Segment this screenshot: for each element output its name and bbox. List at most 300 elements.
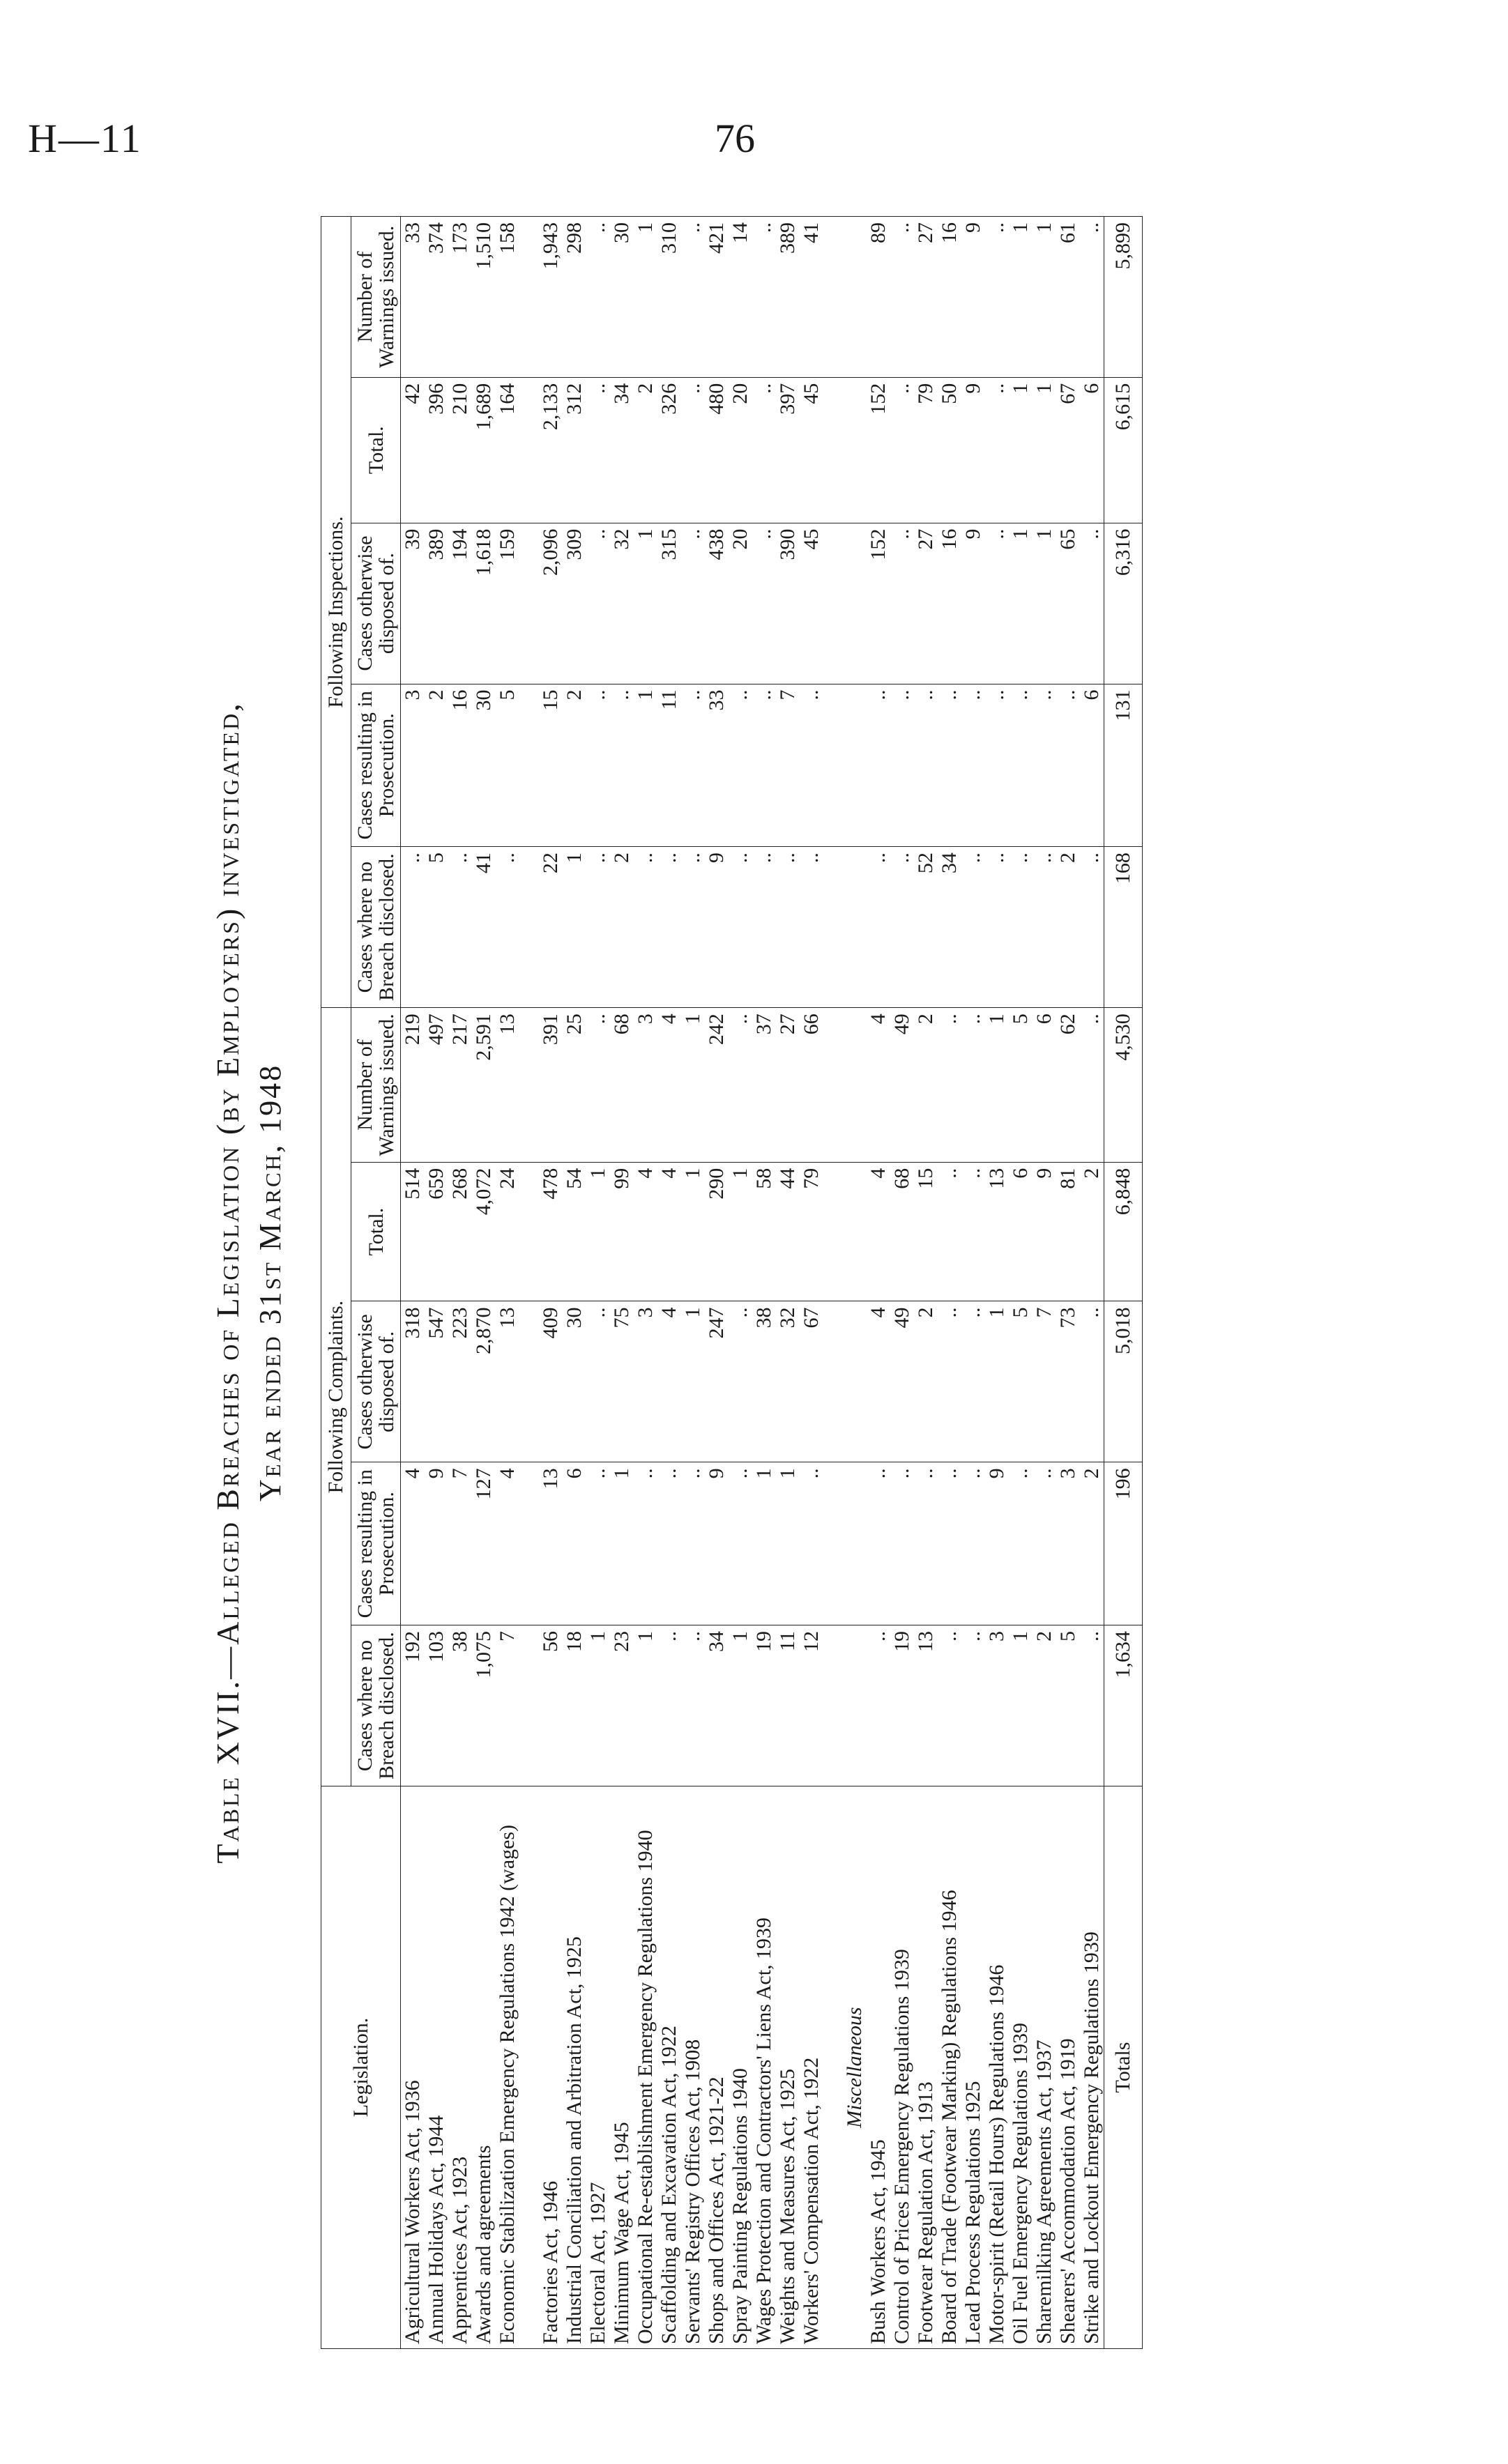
complaints-cell: 56 (539, 1625, 563, 1786)
complaints-cell: 49 (890, 1008, 914, 1163)
inspections-cell: 2 (425, 684, 448, 847)
inspections-cell: .. (985, 684, 1009, 847)
complaints-cell: 13 (539, 1462, 563, 1625)
inspections-cell: .. (634, 847, 657, 1008)
table-row (425, 217, 448, 2349)
complaints-cell: 2,870 (472, 1301, 496, 1462)
inspections-cell: 34 (610, 377, 634, 523)
complaints-cell: 318 (401, 1301, 425, 1462)
page-number: 76 (715, 116, 755, 161)
complaints-cell: 268 (448, 1162, 472, 1301)
inspections-cell: .. (800, 684, 823, 847)
complaints-cell: 4 (657, 1008, 681, 1163)
complaints-cell: 13 (496, 1008, 519, 1163)
spacer-cell (823, 847, 843, 1008)
inspections-cell: .. (1033, 684, 1056, 847)
spacer-cell (823, 1786, 843, 2349)
complaints-cell: .. (1080, 1008, 1104, 1163)
legislation-name: Shearers' Accommodation Act, 1919 (1056, 1786, 1080, 2349)
complaints-cell: 24 (496, 1162, 519, 1301)
empty-cell (843, 217, 867, 378)
section-heading: Miscellaneous (843, 1786, 867, 2349)
complaints-cell: 4 (867, 1008, 890, 1163)
inspections-cell: 2 (563, 684, 586, 847)
inspections-cell: .. (681, 523, 705, 684)
spacer-cell (519, 1162, 539, 1301)
inspections-cell: 52 (914, 847, 938, 1008)
col-otherwise: Cases otherwise disposed of. (351, 1301, 401, 1462)
totals-row (1104, 217, 1143, 2349)
complaints-cell: 23 (610, 1625, 634, 1786)
legislation-name: Factories Act, 1946 (539, 1786, 563, 2349)
inspections-cell: 173 (448, 217, 472, 378)
complaints-cell: 219 (401, 1008, 425, 1163)
complaints-cell: 37 (752, 1008, 776, 1163)
inspections-cell: 6 (1080, 684, 1104, 847)
empty-cell (843, 1625, 867, 1786)
inspections-cell: 159 (496, 523, 519, 684)
inspections-cell: .. (985, 377, 1009, 523)
complaints-cell: .. (938, 1008, 961, 1163)
inspections-cell: 1 (563, 847, 586, 1008)
table-row (705, 217, 729, 2349)
complaints-cell: 247 (705, 1301, 729, 1462)
spacer-cell (519, 217, 539, 378)
complaints-cell: 5 (1056, 1625, 1080, 1786)
inspections-cell: 11 (657, 684, 681, 847)
inspections-cell: 438 (705, 523, 729, 684)
complaints-cell: 11 (776, 1625, 800, 1786)
complaints-cell: 19 (890, 1625, 914, 1786)
empty-cell (843, 847, 867, 1008)
complaints-cell: 391 (539, 1008, 563, 1163)
spacer-cell (823, 523, 843, 684)
complaints-cell: 2 (1080, 1162, 1104, 1301)
legislation-name: Electoral Act, 1927 (586, 1786, 610, 2349)
complaints-cell: .. (938, 1625, 961, 1786)
inspections-cell: 45 (800, 523, 823, 684)
total-cell: 6,316 (1104, 523, 1143, 684)
complaints-cell: .. (1080, 1625, 1104, 1786)
inspections-cell: .. (752, 847, 776, 1008)
empty-cell (843, 1462, 867, 1625)
inspections-cell: 312 (563, 377, 586, 523)
table-row (1056, 217, 1080, 2349)
complaints-cell: .. (657, 1625, 681, 1786)
table-row (938, 217, 961, 2349)
complaints-cell: 1,075 (472, 1625, 496, 1786)
inspections-cell: 32 (610, 523, 634, 684)
table-subtitle: Year ended 31st March, 1948 (253, 1063, 287, 1502)
complaints-cell: .. (729, 1462, 752, 1625)
complaints-cell: 4 (867, 1301, 890, 1462)
inspections-cell: 41 (800, 217, 823, 378)
section-heading-row (843, 217, 867, 2349)
complaints-cell: .. (938, 1462, 961, 1625)
legislation-name: Weights and Measures Act, 1925 (776, 1786, 800, 2349)
legislation-name: Wages Protection and Contractors' Liens Act, 1939 (752, 1786, 776, 2349)
inspections-cell: 79 (914, 377, 938, 523)
table-row (563, 217, 586, 2349)
inspections-cell: .. (890, 523, 914, 684)
complaints-cell: 32 (776, 1301, 800, 1462)
inspections-cell: .. (1080, 217, 1104, 378)
inspections-cell: .. (1056, 684, 1080, 847)
legislation-name: Oil Fuel Emergency Regulations 1939 (1009, 1786, 1033, 2349)
legislation-name: Board of Trade (Footwear Marking) Regulations 1946 (938, 1786, 961, 2349)
spacer-cell (519, 1625, 539, 1786)
table-row (681, 217, 705, 2349)
legislation-name: Apprentices Act, 1923 (448, 1786, 472, 2349)
table-row (657, 217, 681, 2349)
inspections-cell: 315 (657, 523, 681, 684)
inspections-cell: .. (752, 377, 776, 523)
inspections-cell: 2 (634, 377, 657, 523)
complaints-cell: .. (1080, 1301, 1104, 1462)
legislation-name: Shops and Offices Act, 1921-22 (705, 1786, 729, 2349)
complaints-cell: .. (938, 1162, 961, 1301)
inspections-cell: 1,689 (472, 377, 496, 523)
inspections-cell: 194 (448, 523, 472, 684)
complaints-cell: 514 (401, 1162, 425, 1301)
complaints-cell: .. (657, 1462, 681, 1625)
complaints-cell: .. (961, 1008, 985, 1163)
total-cell: 6,615 (1104, 377, 1143, 523)
complaints-cell: 9 (425, 1462, 448, 1625)
table-row (890, 217, 914, 2349)
inspections-cell: 42 (401, 377, 425, 523)
complaints-cell: 73 (1056, 1301, 1080, 1462)
inspections-cell: 5 (496, 684, 519, 847)
complaints-cell: 4 (657, 1301, 681, 1462)
complaints-cell: 9 (1033, 1162, 1056, 1301)
inspections-cell: .. (448, 847, 472, 1008)
complaints-cell: 15 (914, 1162, 938, 1301)
inspections-cell: .. (586, 217, 610, 378)
spacer-cell (519, 1301, 539, 1462)
complaints-cell: 49 (890, 1301, 914, 1462)
complaints-cell: 409 (539, 1301, 563, 1462)
inspections-cell: 16 (938, 523, 961, 684)
complaints-cell: 223 (448, 1301, 472, 1462)
complaints-cell: 3 (1056, 1462, 1080, 1625)
inspections-cell: 1 (1009, 523, 1033, 684)
inspections-cell: 2 (610, 847, 634, 1008)
col-warnings: Number of Warnings issued. (351, 217, 401, 378)
complaints-cell: .. (586, 1008, 610, 1163)
inspections-cell: 7 (776, 684, 800, 847)
complaints-cell: 1 (634, 1625, 657, 1786)
complaints-cell: 192 (401, 1625, 425, 1786)
complaints-cell: .. (681, 1625, 705, 1786)
col-otherwise: Cases otherwise disposed of. (351, 523, 401, 684)
inspections-cell: 1 (634, 684, 657, 847)
legislation-name: Economic Stabilization Emergency Regulations 1942 (wages) (496, 1786, 519, 2349)
complaints-cell: .. (938, 1301, 961, 1462)
complaints-cell: 19 (752, 1625, 776, 1786)
inspections-cell: 1 (1033, 377, 1056, 523)
complaints-cell: 3 (634, 1008, 657, 1163)
complaints-cell: 62 (1056, 1008, 1080, 1163)
legislation-name: Sharemilking Agreements Act, 1937 (1033, 1786, 1056, 2349)
inspections-cell: .. (867, 684, 890, 847)
total-cell: 131 (1104, 684, 1143, 847)
complaints-cell: .. (890, 1462, 914, 1625)
empty-cell (843, 1301, 867, 1462)
inspections-cell: 158 (496, 217, 519, 378)
complaints-cell: 103 (425, 1625, 448, 1786)
inspections-cell: 14 (729, 217, 752, 378)
empty-cell (843, 1162, 867, 1301)
inspections-cell: .. (1080, 523, 1104, 684)
complaints-cell: 25 (563, 1008, 586, 1163)
complaints-cell: 1 (586, 1625, 610, 1786)
legislation-name: Strike and Lockout Emergency Regulations 1939 (1080, 1786, 1104, 2349)
complaints-cell: 99 (610, 1162, 634, 1301)
complaints-cell: 1 (681, 1008, 705, 1163)
table-row (1033, 217, 1056, 2349)
inspections-cell: .. (890, 847, 914, 1008)
inspections-cell: 1 (634, 523, 657, 684)
inspections-cell: .. (890, 217, 914, 378)
legislation-name: Spray Painting Regulations 1940 (729, 1786, 752, 2349)
legislation-name: Footwear Regulation Act, 1913 (914, 1786, 938, 2349)
total-cell: 196 (1104, 1462, 1143, 1625)
col-prosecution: Cases resulting in Prosecution. (351, 1462, 401, 1625)
legislation-name: Control of Prices Emergency Regulations 1939 (890, 1786, 914, 2349)
complaints-cell: 290 (705, 1162, 729, 1301)
complaints-cell: 4 (401, 1462, 425, 1625)
inspections-cell: 480 (705, 377, 729, 523)
complaints-cell: 30 (563, 1301, 586, 1462)
inspections-cell: 27 (914, 217, 938, 378)
spacer-cell (823, 1162, 843, 1301)
legislation-name: Industrial Conciliation and Arbitration Act, 1925 (563, 1786, 586, 2349)
complaints-cell: 2 (914, 1008, 938, 1163)
complaints-cell: 13 (914, 1625, 938, 1786)
legislation-name: Workers' Compensation Act, 1922 (800, 1786, 823, 2349)
complaints-cell: 659 (425, 1162, 448, 1301)
table-row (867, 217, 890, 2349)
legislation-name: Annual Holidays Act, 1944 (425, 1786, 448, 2349)
complaints-cell: 81 (1056, 1162, 1080, 1301)
inspections-cell: .. (729, 847, 752, 1008)
inspections-cell: 30 (610, 217, 634, 378)
total-cell: 5,018 (1104, 1301, 1143, 1462)
complaints-cell: .. (867, 1462, 890, 1625)
complaints-cell: .. (914, 1462, 938, 1625)
complaints-cell: 58 (752, 1162, 776, 1301)
complaints-cell: 1 (729, 1625, 752, 1786)
inspections-cell: .. (985, 217, 1009, 378)
total-cell: 6,848 (1104, 1162, 1143, 1301)
complaints-cell: 4 (496, 1462, 519, 1625)
empty-cell (843, 523, 867, 684)
inspections-cell: 309 (563, 523, 586, 684)
complaints-cell: .. (634, 1462, 657, 1625)
table-row (914, 217, 938, 2349)
complaints-cell: 6 (563, 1462, 586, 1625)
inspections-cell: 1 (1009, 217, 1033, 378)
row-spacer (823, 217, 843, 2349)
inspections-cell: 374 (425, 217, 448, 378)
inspections-cell: .. (752, 684, 776, 847)
inspections-cell: 65 (1056, 523, 1080, 684)
inspections-cell: 3 (401, 684, 425, 847)
table-row (539, 217, 563, 2349)
complaints-cell: .. (961, 1301, 985, 1462)
spacer-cell (823, 217, 843, 378)
legislation-name: Occupational Re-establishment Emergency Regulations 1940 (634, 1786, 657, 2349)
inspections-cell: 34 (938, 847, 961, 1008)
table-row (401, 217, 425, 2349)
complaints-cell: 217 (448, 1008, 472, 1163)
legislation-name: Bush Workers Act, 1945 (867, 1786, 890, 2349)
inspections-cell: 20 (729, 523, 752, 684)
spacer-cell (519, 684, 539, 847)
inspections-cell: 152 (867, 377, 890, 523)
inspections-cell: .. (890, 377, 914, 523)
inspections-cell: .. (657, 847, 681, 1008)
inspections-cell: 16 (448, 684, 472, 847)
complaints-cell: 38 (752, 1301, 776, 1462)
inspections-cell: 5 (425, 847, 448, 1008)
table-row (985, 217, 1009, 2349)
inspections-cell: 1 (1033, 523, 1056, 684)
complaints-cell: 4,072 (472, 1162, 496, 1301)
inspections-cell: 389 (425, 523, 448, 684)
inspections-cell: .. (985, 523, 1009, 684)
inspections-cell: 421 (705, 217, 729, 378)
inspections-cell: 6 (1080, 377, 1104, 523)
complaints-cell: 127 (472, 1462, 496, 1625)
spacer-cell (823, 684, 843, 847)
complaints-cell: 1 (1009, 1625, 1033, 1786)
inspections-cell: .. (985, 847, 1009, 1008)
inspections-cell: 9 (705, 847, 729, 1008)
table-row (634, 217, 657, 2349)
inspections-cell: 61 (1056, 217, 1080, 378)
inspections-cell: .. (1033, 847, 1056, 1008)
complaints-cell: 12 (800, 1625, 823, 1786)
inspections-cell: .. (800, 847, 823, 1008)
table-row (610, 217, 634, 2349)
complaints-cell: 1 (752, 1462, 776, 1625)
complaints-cell: 79 (800, 1162, 823, 1301)
inspections-cell: 9 (961, 217, 985, 378)
complaints-cell: 2 (1033, 1625, 1056, 1786)
spacer-cell (823, 1462, 843, 1625)
complaints-cell: 1 (681, 1301, 705, 1462)
total-cell: 4,530 (1104, 1008, 1143, 1163)
inspections-cell: .. (401, 847, 425, 1008)
inspections-cell: 2,133 (539, 377, 563, 523)
complaints-cell: .. (586, 1301, 610, 1462)
inspections-cell: .. (890, 684, 914, 847)
complaints-cell: .. (729, 1008, 752, 1163)
inspections-cell: .. (1080, 847, 1104, 1008)
complaints-cell: .. (961, 1462, 985, 1625)
complaints-cell: 5 (1009, 1008, 1033, 1163)
complaints-cell: 2 (914, 1301, 938, 1462)
complaints-cell: 44 (776, 1162, 800, 1301)
col-total: Total. (351, 377, 401, 523)
inspections-cell: .. (729, 684, 752, 847)
inspections-cell: 30 (472, 684, 496, 847)
spacer-cell (823, 1301, 843, 1462)
complaints-cell: .. (681, 1462, 705, 1625)
table-row (448, 217, 472, 2349)
complaints-cell: 3 (985, 1625, 1009, 1786)
complaints-cell: .. (1033, 1462, 1056, 1625)
complaints-cell: .. (1009, 1462, 1033, 1625)
total-cell: 5,899 (1104, 217, 1143, 378)
legislation-name: Scaffolding and Excavation Act, 1922 (657, 1786, 681, 2349)
inspections-cell: 20 (729, 377, 752, 523)
complaints-cell: 7 (1033, 1301, 1056, 1462)
table-row (472, 217, 496, 2349)
empty-cell (843, 1008, 867, 1163)
inspections-cell: 2 (1056, 847, 1080, 1008)
table-row (752, 217, 776, 2349)
spacer-cell (519, 1786, 539, 2349)
complaints-cell: 9 (985, 1462, 1009, 1625)
legislation-name: Motor-spirit (Retail Hours) Regulations 1946 (985, 1786, 1009, 2349)
inspections-cell: .. (776, 847, 800, 1008)
totals-label: Totals (1104, 1786, 1143, 2349)
spacer-cell (519, 1008, 539, 1163)
complaints-cell: 7 (448, 1462, 472, 1625)
complaints-cell: 9 (705, 1462, 729, 1625)
group-complaints: Following Complaints. (321, 1008, 351, 1786)
table-row (776, 217, 800, 2349)
inspections-cell: 15 (539, 684, 563, 847)
complaints-cell: 1 (681, 1162, 705, 1301)
complaints-cell: 75 (610, 1301, 634, 1462)
complaints-cell: 4 (657, 1162, 681, 1301)
inspections-cell: .. (961, 847, 985, 1008)
group-inspections: Following Inspections. (321, 217, 351, 1008)
complaints-cell: 13 (985, 1162, 1009, 1301)
spacer-cell (519, 377, 539, 523)
complaints-cell: 2,591 (472, 1008, 496, 1163)
inspections-cell: 2,096 (539, 523, 563, 684)
complaints-cell: .. (961, 1625, 985, 1786)
inspections-cell: .. (586, 847, 610, 1008)
inspections-cell: .. (586, 523, 610, 684)
complaints-cell: 3 (634, 1301, 657, 1462)
table-row (729, 217, 752, 2349)
inspections-cell: .. (914, 684, 938, 847)
complaints-cell: 68 (610, 1008, 634, 1163)
complaints-cell: 497 (425, 1008, 448, 1163)
complaints-cell: 1 (985, 1301, 1009, 1462)
inspections-cell: .. (961, 684, 985, 847)
complaints-cell: 4 (634, 1162, 657, 1301)
complaints-cell: 67 (800, 1301, 823, 1462)
inspections-cell: .. (752, 217, 776, 378)
complaints-cell: 1 (776, 1462, 800, 1625)
inspections-cell: 33 (705, 684, 729, 847)
complaints-cell: 547 (425, 1301, 448, 1462)
inspections-cell: 89 (867, 217, 890, 378)
total-cell: 1,634 (1104, 1625, 1143, 1786)
complaints-cell: .. (800, 1462, 823, 1625)
legislation-name: Awards and agreements (472, 1786, 496, 2349)
col-warnings: Number of Warnings issued. (351, 1008, 401, 1163)
empty-cell (843, 684, 867, 847)
complaints-cell: 1 (610, 1462, 634, 1625)
